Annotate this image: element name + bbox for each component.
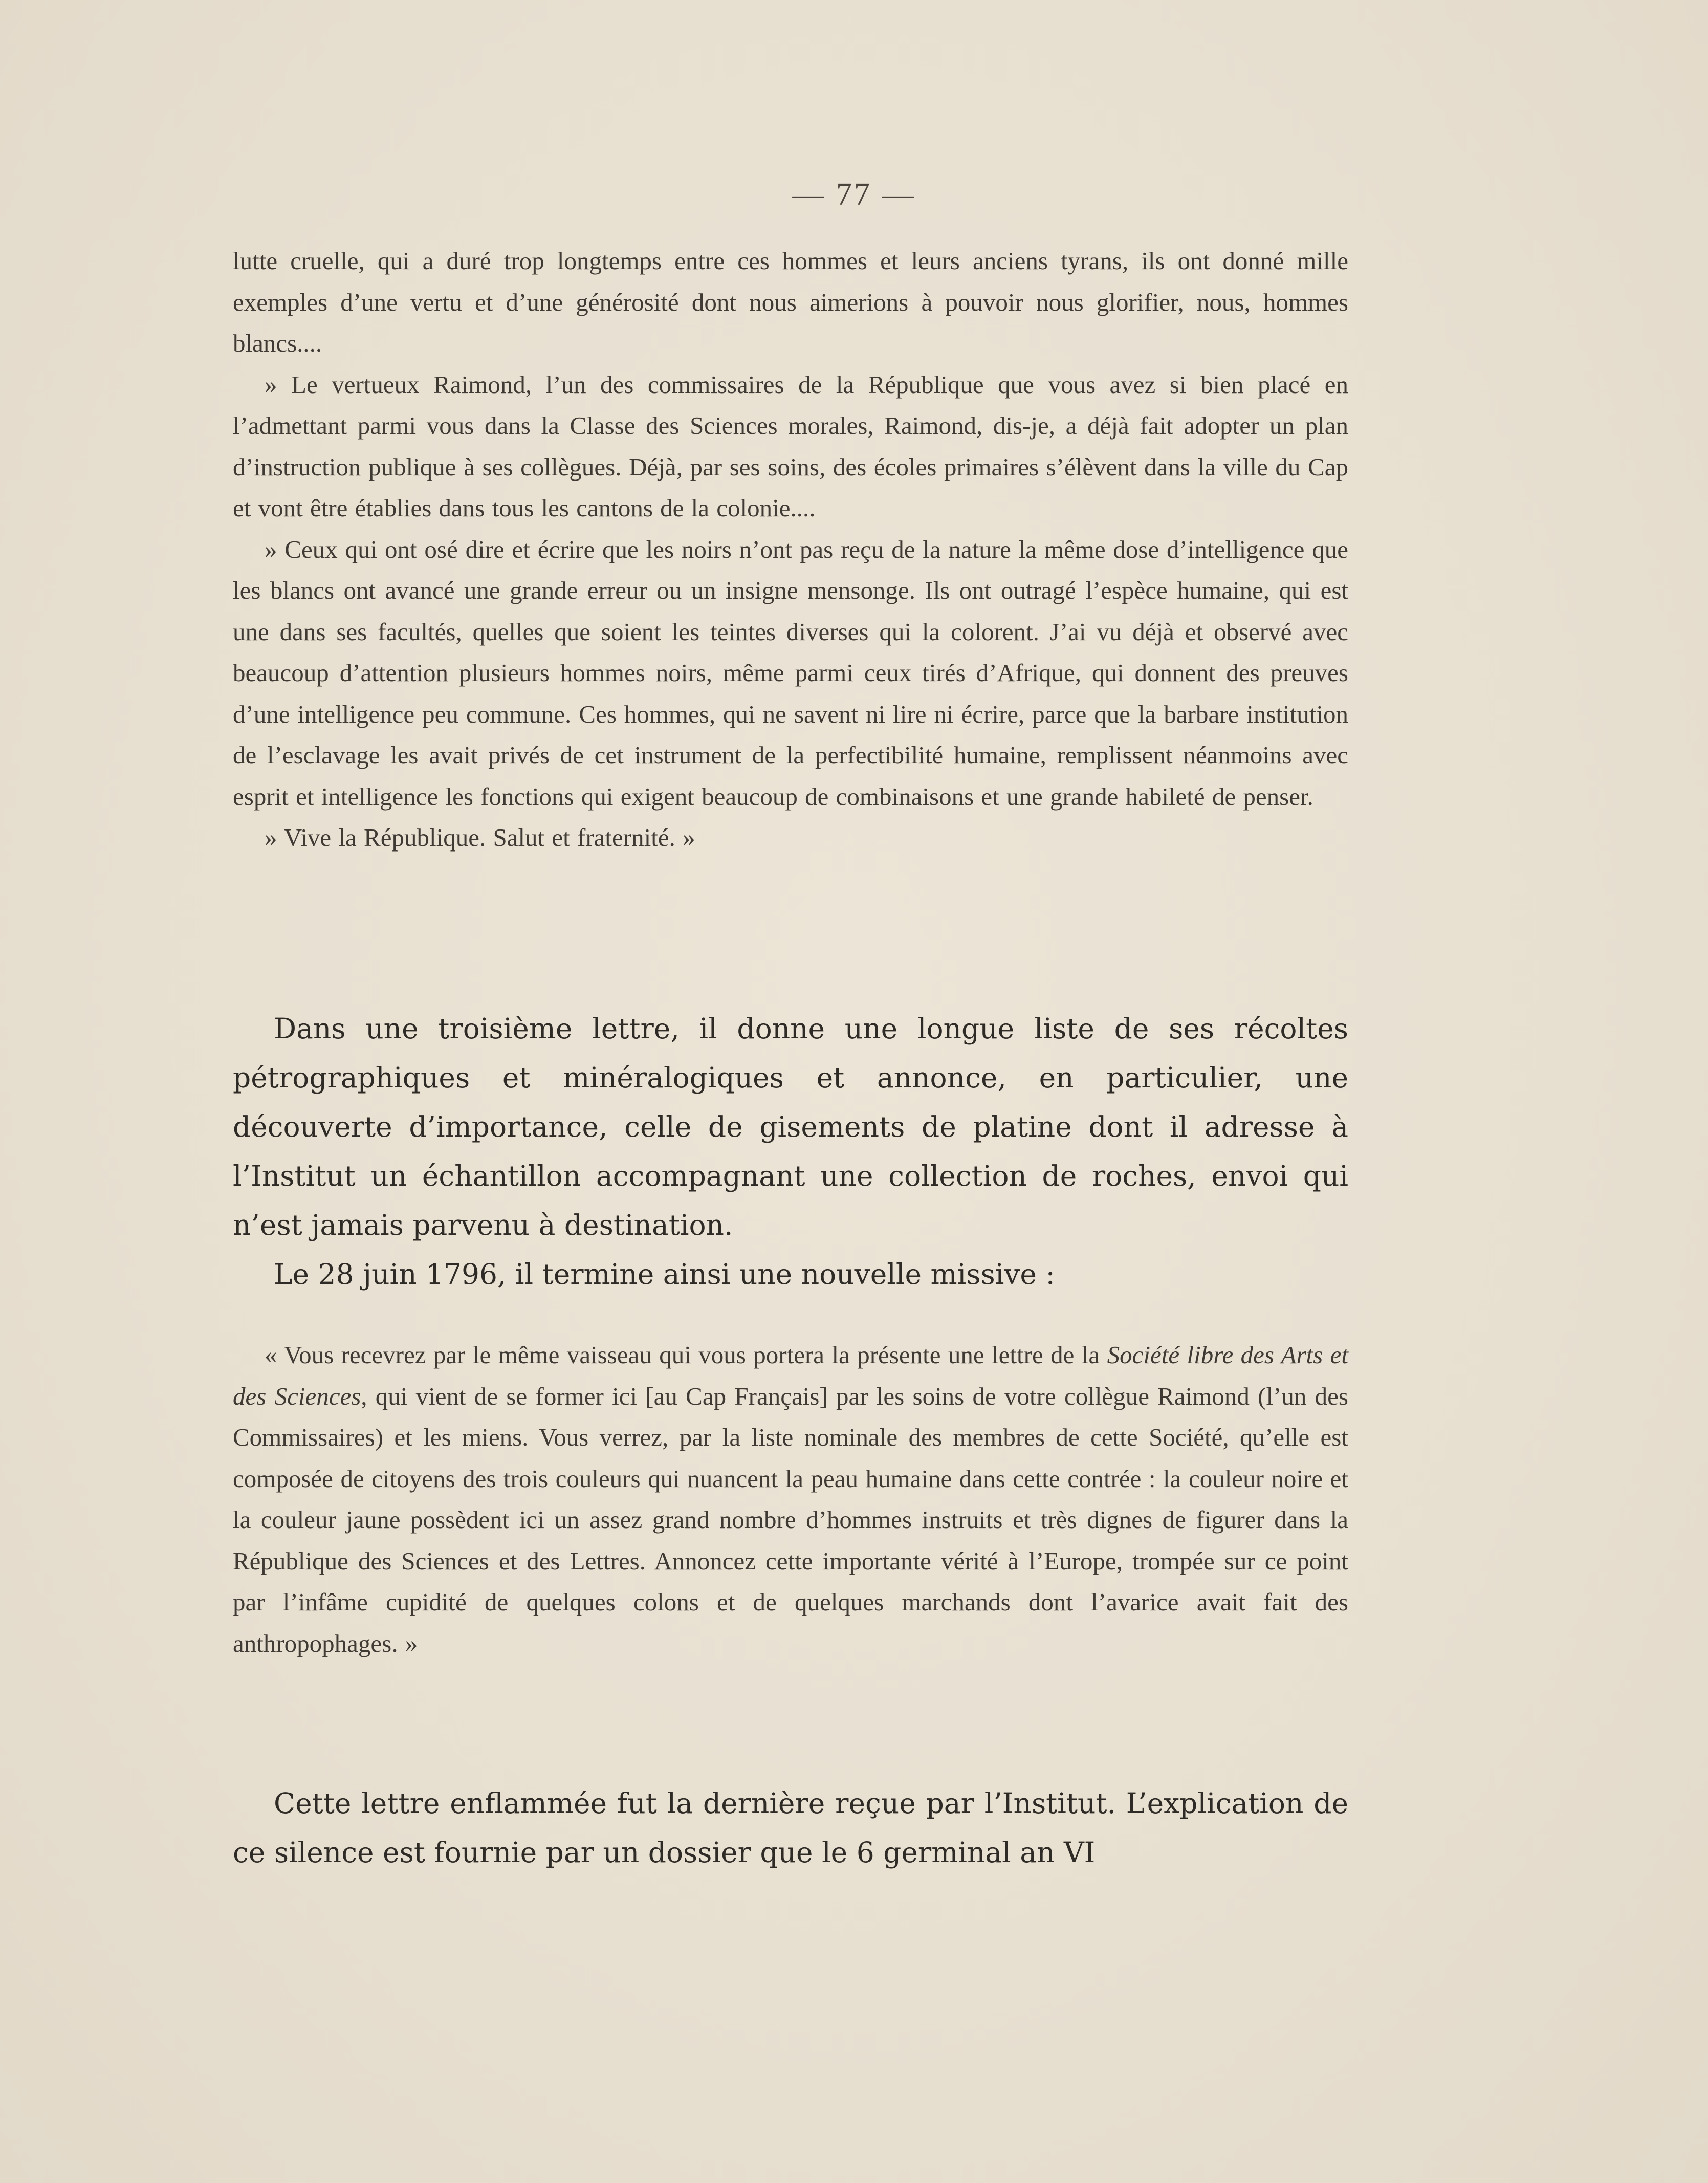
narrative-section-2 [233, 1779, 1348, 1877]
quote-paragraph: « Vous recevrez par le même vaisseau qui vous portera la présente une lettre de la Société libre des Arts et des Sciences, qui vient de se former ici [au Cap Français] par les soins de votre collègue Raimond (l’un des Commissaires) et les miens. Vous verrez, par la liste nominale des membres de cette Société, qu’elle est composée de citoyens des trois couleurs qui nuancent la peau humaine dans cette contrée : la couleur noire et la couleur jaune possèdent ici un assez grand nombre d’hommes instruits et très dignes de figurer dans la République des Sciences et des Lettres. Annoncez cette importante vérité à l’Europe, trompée sur ce point par l’infâme cupidité de quelques colons et de quelques marchands dont l’avarice avait fait des anthropophages. » [233, 1341, 1348, 1657]
narrative-section [233, 1004, 1348, 1299]
body-paragraph: Cette lettre enflammée fut la dernière reçue par l’Institut. L’explication de ce silence est fournie par un dossier que le 6 germinal an VI [233, 1787, 1348, 1869]
society-name: Société libre des Arts et des Sciences [233, 1341, 1348, 1410]
quote-paragraph: » Ceux qui ont osé dire et écrire que les noirs n’ont pas reçu de la nature la même dose d’intelligence que les blancs ont avancé une grande erreur ou un insigne mensonge. Ils ont outragé l’espèce humaine, qui est une dans ses facultés, quelles que soient les teintes diverses qui la colorent. J’ai vu déjà et observé avec beaucoup d’attention plusieurs hommes noirs, même parmi ceux tirés d’Afrique, qui donnent des preuves d’une intelligence peu commune. Ces hommes, qui ne savent ni lire ni écrire, parce que la barbare institution de l’esclavage les avait privés de cet instrument de la perfectibilité humaine, remplissent néanmoins avec esprit et intelligence les fonctions qui exigent beaucoup de combinaisons et une grande habileté de penser. [233, 535, 1348, 811]
quoted-letter-continuation [233, 241, 1348, 859]
page-number: — 77 — [792, 177, 916, 212]
quote-paragraph: » Vive la République. Salut et fraternité. » [265, 823, 695, 852]
body-paragraph: Dans une troisième lettre, il donne une longue liste de ses récoltes pétrographiques et minéralogiques et annonce, en particulier, une découverte d’importance, celle de gisements de platine dont il adresse à l’Institut un échantillon accompagnant une collection de roches, envoi qui n’est jamais parvenu à destination. [233, 1012, 1348, 1241]
quoted-letter-2 [233, 1335, 1348, 1664]
quote-paragraph: » Le vertueux Raimond, l’un des commissaires de la République que vous avez si bien placé en l’admettant parmi vous dans la Classe des Sciences morales, Raimond, dis-je, a déjà fait adopter un plan d’instruction publique à ses collègues. Déjà, par ses soins, des écoles primaires s’élèvent dans la ville du Cap et vont être établies dans tous les cantons de la colonie.... [233, 370, 1348, 522]
body-paragraph: Le 28 juin 1796, il termine ainsi une nouvelle missive : [274, 1258, 1055, 1291]
quote-paragraph: lutte cruelle, qui a duré trop longtemps entre ces hommes et leurs anciens tyrans, ils ont donné mille exemples d’une vertu et d’une générosité dont nous aimerions à pouvoir nous glorifier, nous, hommes blancs.... [233, 247, 1348, 357]
